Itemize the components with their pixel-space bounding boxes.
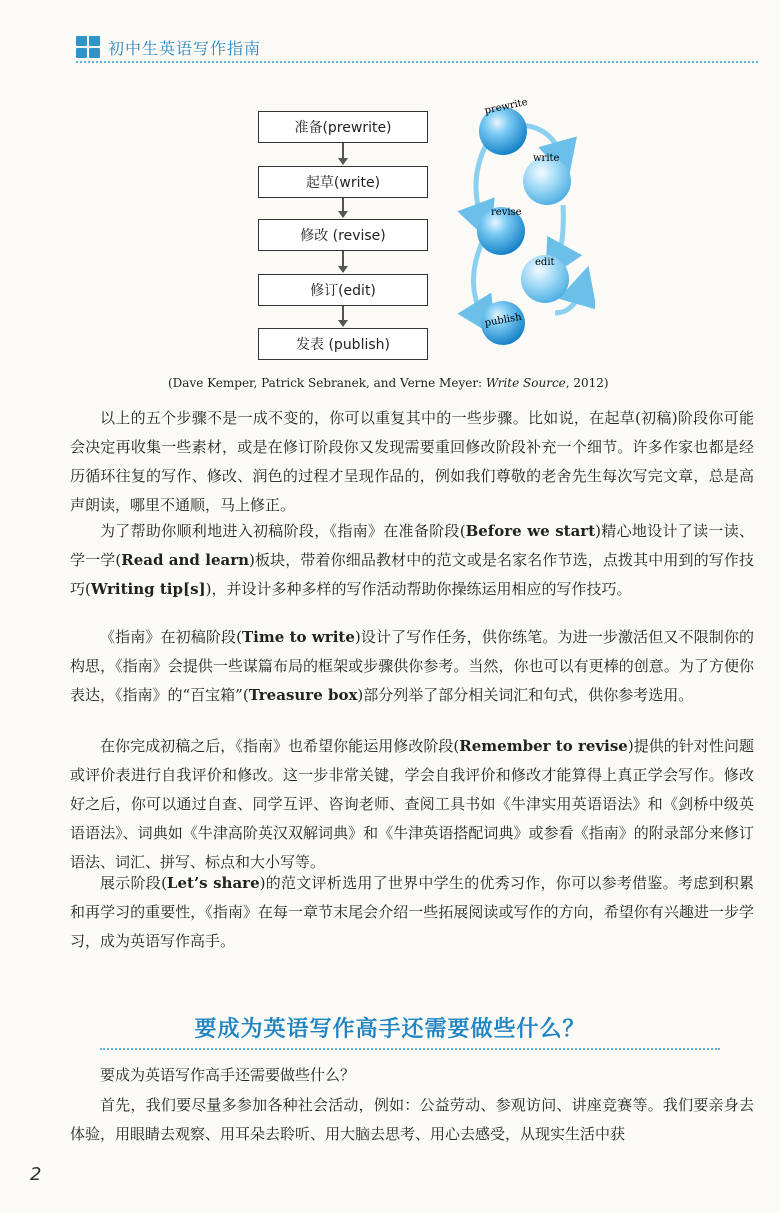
caption-title: Write Source <box>485 376 566 390</box>
book-title: 初中生英语写作指南 <box>108 39 262 58</box>
cycle-arrow-icon <box>473 240 485 320</box>
header-divider <box>76 61 758 63</box>
writing-cycle-diagram <box>455 95 595 345</box>
cycle-label-edit: edit <box>535 257 555 268</box>
step-edit-box: 修订(edit) <box>258 274 428 306</box>
paragraph-4: 在你完成初稿之后，《指南》也希望你能运用修改阶段(Remember to revise)提供的针对性问题或评价表进行自我评价和修改。这一步非常关键，学会自我评价和修改才能算得上真正学会写作。修改好之后，你可以通过自查、同学互评、咨询老师、查阅工具书如《牛津实用英语语法》和《剑桥中级英语语法》、词典如《牛津高阶英汉双解词典》和《牛津英语搭配词典》或参看《指南》的附录部分来修订语法、词汇、拼写、标点和大小写等。 <box>70 737 754 871</box>
section-divider <box>100 1048 720 1050</box>
cycle-label-revise: revise <box>491 207 522 218</box>
cycle-label-publish: publish <box>483 311 523 330</box>
paragraph-5: 展示阶段(Let’s share)的范文评析选用了世界中学生的优秀习作，你可以参考借鉴。考虑到积累和再学习的重要性，《指南》在每一章节末尾会介绍一些拓展阅读或写作的方向，希望你有兴趣进一步学习，成为英语写作高手。 <box>70 874 754 950</box>
running-header <box>76 30 756 62</box>
cycle-label-prewrite: prewrite <box>483 96 529 117</box>
step-prewrite-box: 准备(prewrite) <box>258 111 428 143</box>
section-question: 要成为英语写作高手还需要做些什么？ <box>100 1066 356 1084</box>
arrow-down-icon <box>342 251 344 272</box>
arrow-down-icon <box>342 143 344 164</box>
step-revise-box: 修改 (revise) <box>258 219 428 251</box>
cycle-arrow-icon <box>555 205 563 263</box>
step-publish-box: 发表 (publish) <box>258 328 428 360</box>
paragraph-1: 以上的五个步骤不是一成不变的，你可以重复其中的一些步骤。比如说，在起草(初稿)阶段你可能会决定再收集一些素材，或是在修订阶段你又发现需要重回修改阶段补充一个细节。许多作家也都是经历循环往复的写作、修改、润色的过程才呈现作品的，例如我们尊敬的老舍先生每次写完文章，总是高声朗读，哪里不通顺，马上修正。 <box>70 409 754 514</box>
arrow-down-icon <box>342 198 344 217</box>
paragraph-3: 《指南》在初稿阶段(Time to write)设计了写作任务，供你练笔。为进一步激活但又不限制你的构思，《指南》会提供一些谋篇布局的框架或步骤供你参考。当然，你也可以有更棒的创意。为了方便你表达，《指南》的“百宝箱”(Treasure box)部分列举了部分相关词汇和句式，供你参考选用。 <box>70 628 754 704</box>
step-write-box: 起草(write) <box>258 166 428 198</box>
page-number: 2 <box>30 1164 42 1185</box>
sphere-write-icon <box>523 157 571 205</box>
grid-logo-icon <box>76 36 102 58</box>
section-paragraph: 首先，我们要尽量多参加各种社会活动，例如：公益劳动、参观访问、讲座竞赛等。我们要亲身去体验，用眼睛去观察、用耳朵去聆听、用大脑去思考、用心去感受，从现实生活中获 <box>70 1096 754 1143</box>
section-heading: 要成为英语写作高手还需要做些什么？ <box>194 1017 586 1042</box>
arrow-down-icon <box>342 306 344 326</box>
paragraph-2: 为了帮助你顺利地进入初稿阶段，《指南》在准备阶段(Before we start)精心地设计了读一读、学一学(Read and learn)板块，带着你细品教材中的范文或是名家名作节选，点拨其中用到的写作技巧(Writing tip[s])，并设计多种多样的写作活动帮助你操练运用相应的写作技巧。 <box>70 522 755 598</box>
figure-caption: (Dave Kemper, Patrick Sebranek, and Verne Meyer: Write Source, 2012) <box>168 376 609 390</box>
cycle-label-write: write <box>533 153 560 164</box>
